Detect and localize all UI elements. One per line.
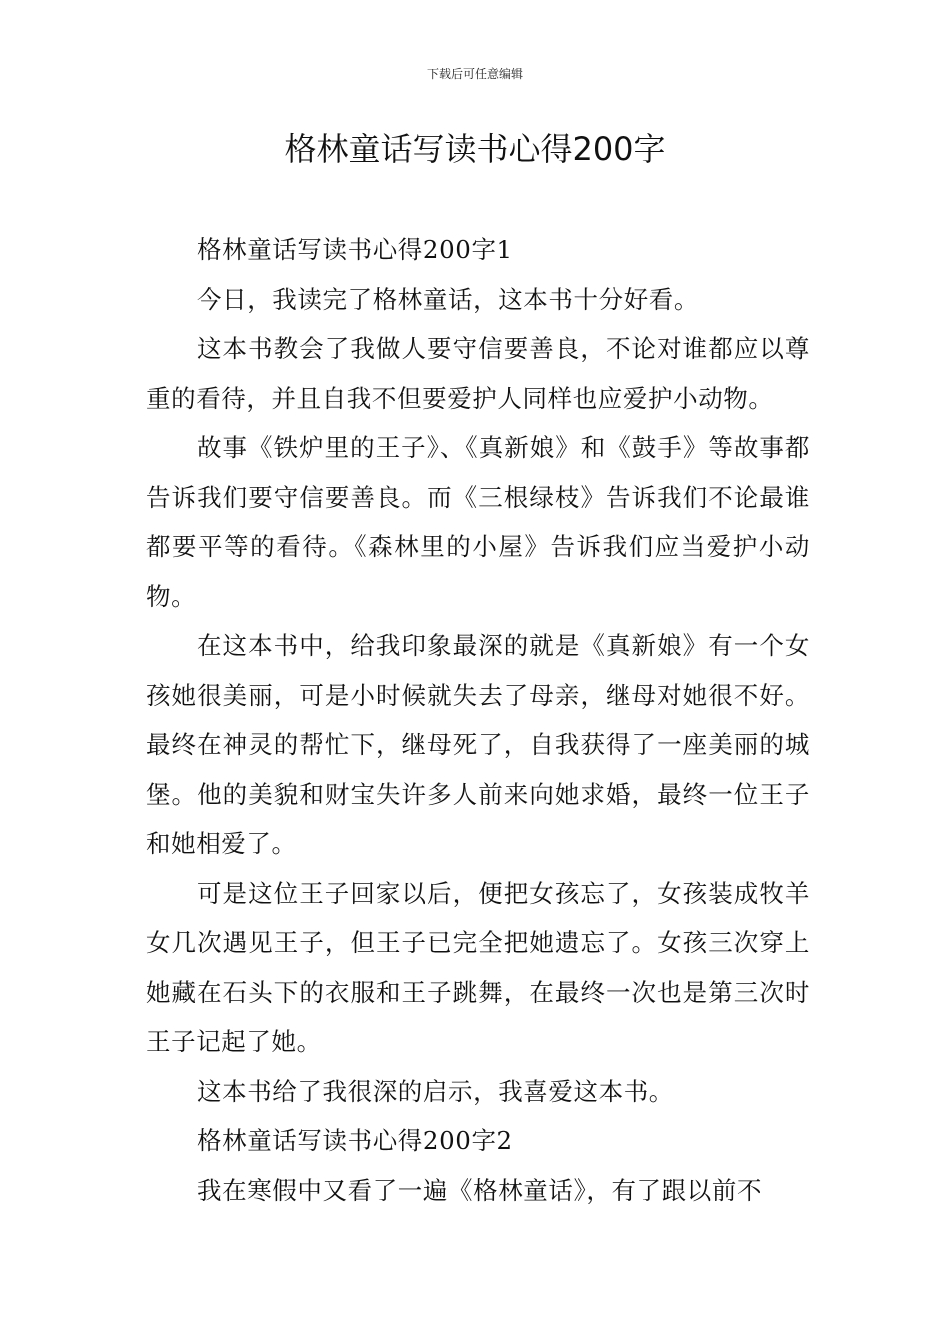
paragraph: 这本书教会了我做人要守信要善良，不论对谁都应以尊重的看待，并且自我不但要爱护人同样也应爱护小动物。 xyxy=(146,334,810,413)
document-title: 格林童话写读书心得200字 xyxy=(284,130,666,168)
paragraph-subtitle-1: 格林童话写读书心得200字1 xyxy=(197,235,513,264)
paragraph: 今日，我读完了格林童话，这本书十分好看。 xyxy=(197,284,699,314)
paragraph-subtitle-2: 格林童话写读书心得200字2 xyxy=(197,1126,513,1155)
paragraph: 我在寒假中又看了一遍《格林童话》，有了跟以前不 xyxy=(197,1175,763,1205)
paragraph: 在这本书中，给我印象最深的就是《真新娘》有一个女孩她很美丽，可是小时候就失去了母亲，继母对她很不好。最终在神灵的帮忙下，继母死了，自我获得了一座美丽的城堡。他的美貌和财宝失许多人前来向她求婚，最终一位王子和她相爱了。 xyxy=(146,631,810,858)
paragraph: 可是这位王子回家以后，便把女孩忘了，女孩装成牧羊女几次遇见王子，但王子已完全把她遗忘了。女孩三次穿上她藏在石头下的衣服和王子跳舞，在最终一次也是第三次时王子记起了她。 xyxy=(146,878,810,1056)
paragraph: 故事《铁炉里的王子》、《真新娘》和《鼓手》等故事都告诉我们要守信要善良。而《三根绿枝》告诉我们不论最谁都要平等的看待。《森林里的小屋》告诉我们应当爱护小动物。 xyxy=(146,433,810,611)
document-body xyxy=(146,225,810,1215)
paragraph: 这本书给了我很深的启示，我喜爱这本书。 xyxy=(197,1076,674,1106)
header-note: 下载后可任意编辑 xyxy=(426,67,523,81)
